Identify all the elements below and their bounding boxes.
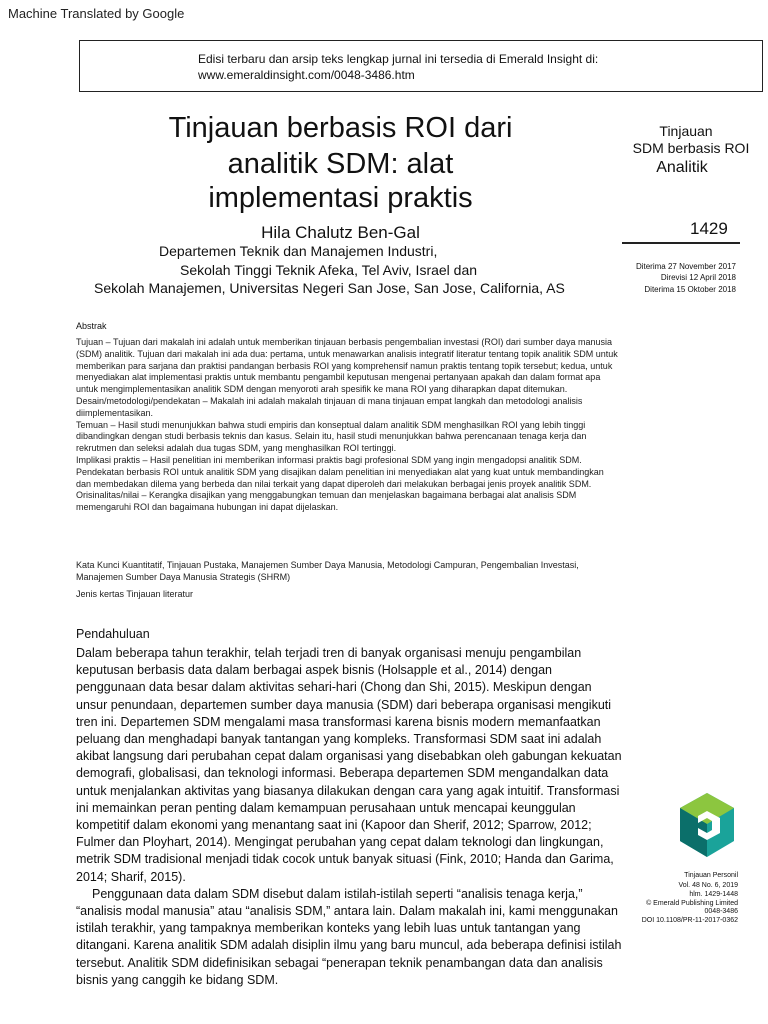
received-date: Diterima 27 November 2017 <box>635 262 736 271</box>
journal-pages: hlm. 1429-1448 <box>689 891 738 898</box>
abstract-findings: Temuan – Hasil studi menunjukkan bahwa studi empiris dan konseptual dalam analitik SDM menghasilkan ROI yang lebih tinggi dibandingkan dengan studi berbasis teknis dan kasus. Selain itu, hasil studi menunjukkan bahwa perencanaan tenaga kerja dan rekrutmen dan seleksi adalah dua tugas SDM, yang menghasilkan ROI tertinggi. <box>76 419 587 454</box>
paper-title-line: analitik SDM: alat <box>227 148 454 180</box>
body-paragraph: Penggunaan data dalam SDM disebut dalam istilah-istilah seperti “analisis tenaga kerja,” “analisis modal manusia” atau “analisis SDM,” antara lain. Dalam makalah ini, kami menggunakan istilah terakhir, yang tampaknya memberikan konteks yang lebih luas untuk tantangan yang ditangani. Karena analitik SDM adalah disiplin ilmu yang baru muncul, ada beberapa definisi istilah tersebut. Analitik SDM didefinisikan sebagai “penerapan teknik penambangan data dan analisis bisnis yang canggih ke bidang SDM. <box>76 886 622 987</box>
availability-notice-text: Edisi terbaru dan arsip teks lengkap jurnal ini tersedia di Emerald Insight di: <box>198 52 599 66</box>
journal-name: Tinjauan Personil <box>684 872 738 879</box>
section-heading: Pendahuluan <box>76 627 150 641</box>
availability-notice-box <box>79 40 763 92</box>
abstract-body <box>76 337 621 514</box>
body-text <box>76 645 622 989</box>
running-head-line: Analitik <box>656 159 708 176</box>
journal-doi[interactable]: DOI 10.1108/PR-11-2017-0362 <box>641 917 738 924</box>
accepted-date: Diterima 15 Oktober 2018 <box>644 285 736 294</box>
revised-date: Direvisi 12 April 2018 <box>660 273 736 282</box>
emerald-logo-icon <box>676 791 738 861</box>
affiliation-line: Sekolah Manajemen, Universitas Negeri San Jose, San Jose, California, AS <box>94 280 565 296</box>
page-number: 1429 <box>690 219 728 238</box>
abstract-heading: Abstrak <box>76 321 107 331</box>
running-head-line: SDM berbasis ROI <box>632 140 750 156</box>
machine-translation-banner: Machine Translated by Google <box>8 6 185 21</box>
journal-volume: Vol. 48 No. 6, 2019 <box>678 882 738 889</box>
author-name: Hila Chalutz Ben-Gal <box>261 223 420 242</box>
abstract-implications: Implikasi praktis – Hasil penelitian ini memberikan informasi praktis bagi profesional SDM yang ingin mengadopsi analitik SDM. Pendekatan berbasis ROI untuk analitik SDM yang disajikan dalam penelitian ini menyediakan alat yang kuat untuk membandingkan dan membedakan dilema yang berbeda dan nilai terkait yang dapat diperoleh dari melakukan berbagai jenis proyek analitik SDM. <box>76 454 604 489</box>
paper-title-line: Tinjauan berbasis ROI dari <box>168 112 513 144</box>
affiliation-line: Departemen Teknik dan Manajemen Industri, <box>159 243 438 259</box>
paper-title-line: implementasi praktis <box>208 182 473 214</box>
paper-type: Jenis kertas Tinjauan literatur <box>76 589 194 599</box>
availability-notice-url[interactable]: www.emeraldinsight.com/0048-3486.htm <box>198 68 415 82</box>
keywords: Kata Kunci Kuantitatif, Tinjauan Pustaka, Manajemen Sumber Daya Manusia, Metodologi Campuran, Pengembalian Investasi, Manajemen Sumber Daya Manusia Strategis (SHRM) <box>76 560 579 582</box>
abstract-originality: Orisinalitas/nilai – Kerangka disajikan yang menggabungkan temuan dan menjelaskan bagaimana berbagai alat analisis SDM memengaruhi ROI dan bagaimana hubungan ini dapat dijelaskan. <box>76 490 577 513</box>
running-head-divider <box>622 242 740 244</box>
affiliation-line: Sekolah Tinggi Teknik Afeka, Tel Aviv, Israel dan <box>180 262 478 278</box>
abstract-design: Desain/metodologi/pendekatan – Makalah ini adalah makalah tinjauan di mana tinjauan empat langkah dan metodologi analisis diimplementasikan. <box>76 395 583 418</box>
abstract-purpose: Tujuan – Tujuan dari makalah ini adalah untuk memberikan tinjauan berbasis pengembalian investasi (ROI) dari sumber daya manusia (SDM) analitik. Tujuan dari makalah ini ada dua: pertama, untuk menawarkan analisis integratif literatur tentang topik analitik SDM untuk memberikan para sarjana dan praktisi pandangan berbasis ROI yang komprehensif namun praktis tentang topik tersebut; kedua, untuk menyediakan alat implementasi praktis untuk membantu pengambil keputusan mengenai pertanyaan apakah dan dalam format apa untuk mengimplementasikan analitik SDM dengan menyoroti arah spesifik ke mana ROI yang diharapkan dapat ditemukan. <box>76 337 618 395</box>
journal-issn: 0048-3486 <box>704 908 738 915</box>
journal-publisher: © Emerald Publishing Limited <box>646 900 738 907</box>
body-paragraph: Dalam beberapa tahun terakhir, telah terjadi tren di banyak organisasi menuju pengambilan keputusan berbasis data dalam berbagai aspek bisnis (Holsapple et al., 2014) dengan penggunaan data besar dalam aktivitas sehari-hari (Chong dan Shi, 2015). Meskipun dengan unsur penundaan, departemen sumber daya manusia (SDM) dari beberapa organisasi mengikuti tren ini. Departemen SDM mengalami masa transformasi karena bisnis modern memanfaatkan peluang dan menghadapi banyak tantangan yang kompleks. Transformasi SDM saat ini adalah akibat langsung dari perubahan cepat dalam organisasi yang disebabkan oleh gabungan kekuatan demografi, globalisasi, dan teknologi informasi. Beberapa departemen SDM mengandalkan data untuk menjalankan aktivitas yang biasanya dilakukan dengan cara yang agak intuitif. Transformasi ini memainkan peran penting dalam kemampuan perusahaan untuk mencapai keunggulan kompetitif dalam ekonomi yang menantang saat ini (Kapoor dan Sherif, 2012; Sparrow, 2012; Fulmer dan Ployhart, 2014). Mengingat perubahan yang cepat dalam teknologi dan lingkungan, metrik SDM tradisional menjadi tidak cocok untuk banyak situasi (Fink, 2010; Handa dan Garima, 2014; Sharif, 2015). <box>76 646 622 884</box>
running-head-line: Tinjauan <box>659 123 713 139</box>
